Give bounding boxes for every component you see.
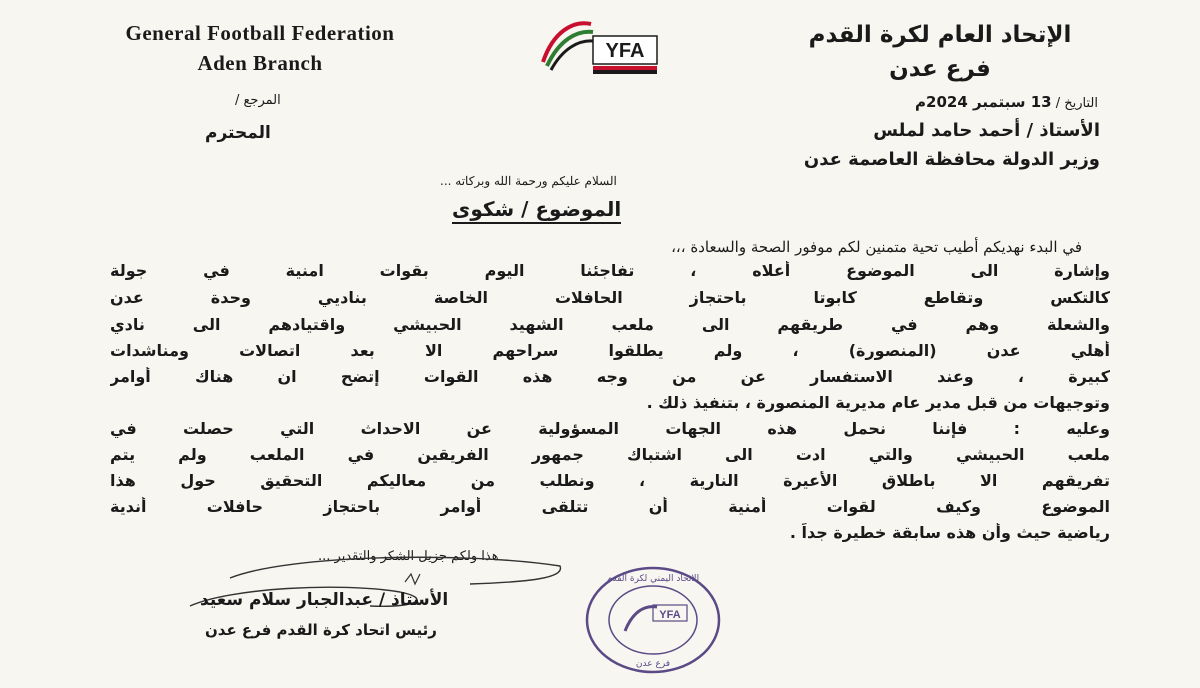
signatory-title: رئيس اتحاد كرة القدم فرع عدن bbox=[205, 621, 437, 639]
date-field bbox=[915, 93, 1098, 111]
closing-line: هذا ولكم جزيل الشكر والتقدير ... bbox=[318, 549, 499, 564]
body-line: كبيرة ، وعند الاستفسار عن من وجه هذه القوات إتضح ان هناك أوامر bbox=[110, 367, 1110, 386]
logo-text: YFA bbox=[605, 40, 645, 62]
body-line: تفريقهم الا باطلاق الأعيرة النارية ، ونطلب من معاليكم التحقيق حول هذا bbox=[110, 471, 1110, 490]
recipient-honorific: المحترم bbox=[205, 123, 271, 143]
intro-line: في البدء نهديكم أطيب تحية متمنين لكم موفور الصحة والسعادة ،،، bbox=[671, 238, 1082, 256]
body-line: أهلي عدن (المنصورة) ، ولم يطلقوا سراحهم الا بعد اتصالات ومناشدات bbox=[110, 341, 1110, 360]
date-value: 13 سبتمبر 2024م bbox=[915, 93, 1052, 111]
stamp-top-text: الاتحاد اليمني لكرة القدم bbox=[606, 574, 700, 584]
header-arabic bbox=[750, 18, 1130, 86]
reference-field bbox=[235, 93, 281, 108]
recipient-title: وزير الدولة محافظة العاصمة عدن bbox=[803, 149, 1100, 170]
body-line: ملعب الحبيشي والتي ادت الى اشتباك جمهور الفريقين في الملعب ولم يتم bbox=[110, 445, 1110, 464]
body-line: وعليه : فإننا نحمل هذه الجهات المسؤولية عن الاحداث التي حصلت في bbox=[110, 419, 1110, 438]
header-en-federation: General Football Federation bbox=[125, 21, 395, 45]
reference-label: المرجع / bbox=[235, 93, 281, 108]
header-en-branch: Aden Branch bbox=[197, 51, 323, 75]
header-ar-federation: الإتحاد العام لكرة القدم bbox=[808, 22, 1072, 48]
body-line: كالتكس وتقاطع كابوتا باحتجاز الحافلات الخاصة بناديي وحدة عدن bbox=[110, 288, 1110, 307]
official-stamp-icon bbox=[583, 565, 723, 675]
greeting: السلام عليكم ورحمة الله وبركاته ... bbox=[440, 174, 617, 188]
body-line: والشعلة وهم في طريقهم الى ملعب الشهيد الحبيشي واقتيادهم الى نادي bbox=[110, 315, 1110, 334]
header-english bbox=[40, 18, 480, 78]
body-line: وتوجيهات من قبل مدير عام مديرية المنصورة ، بتنفيذ ذلك . bbox=[646, 393, 1110, 412]
signatory-name: الأستاذ / عبدالجبار سلام سعيد bbox=[200, 590, 449, 610]
stamp-bottom-text: فرع عدن bbox=[635, 659, 671, 669]
recipient-name: الأستاذ / أحمد حامد لملس bbox=[873, 120, 1100, 141]
stamp-center-text: YFA bbox=[659, 609, 681, 621]
yfa-logo-icon bbox=[533, 14, 663, 82]
body-line: الموضوع وكيف لقوات أمنية أن تتلقى أوامر باحتجاز حافلات أندية bbox=[110, 497, 1110, 516]
body-line: وإشارة الى الموضوع أعلاه ، تفاجئنا اليوم بقوات امنية في جولة bbox=[110, 261, 1110, 280]
body-line: رياضية حيث وأن هذه سابقة خطيرة جداً . bbox=[789, 523, 1110, 542]
header-ar-branch: فرع عدن bbox=[889, 56, 991, 82]
subject-line: الموضوع / شكوى bbox=[452, 197, 621, 224]
date-label: التاريخ / bbox=[1055, 96, 1098, 111]
